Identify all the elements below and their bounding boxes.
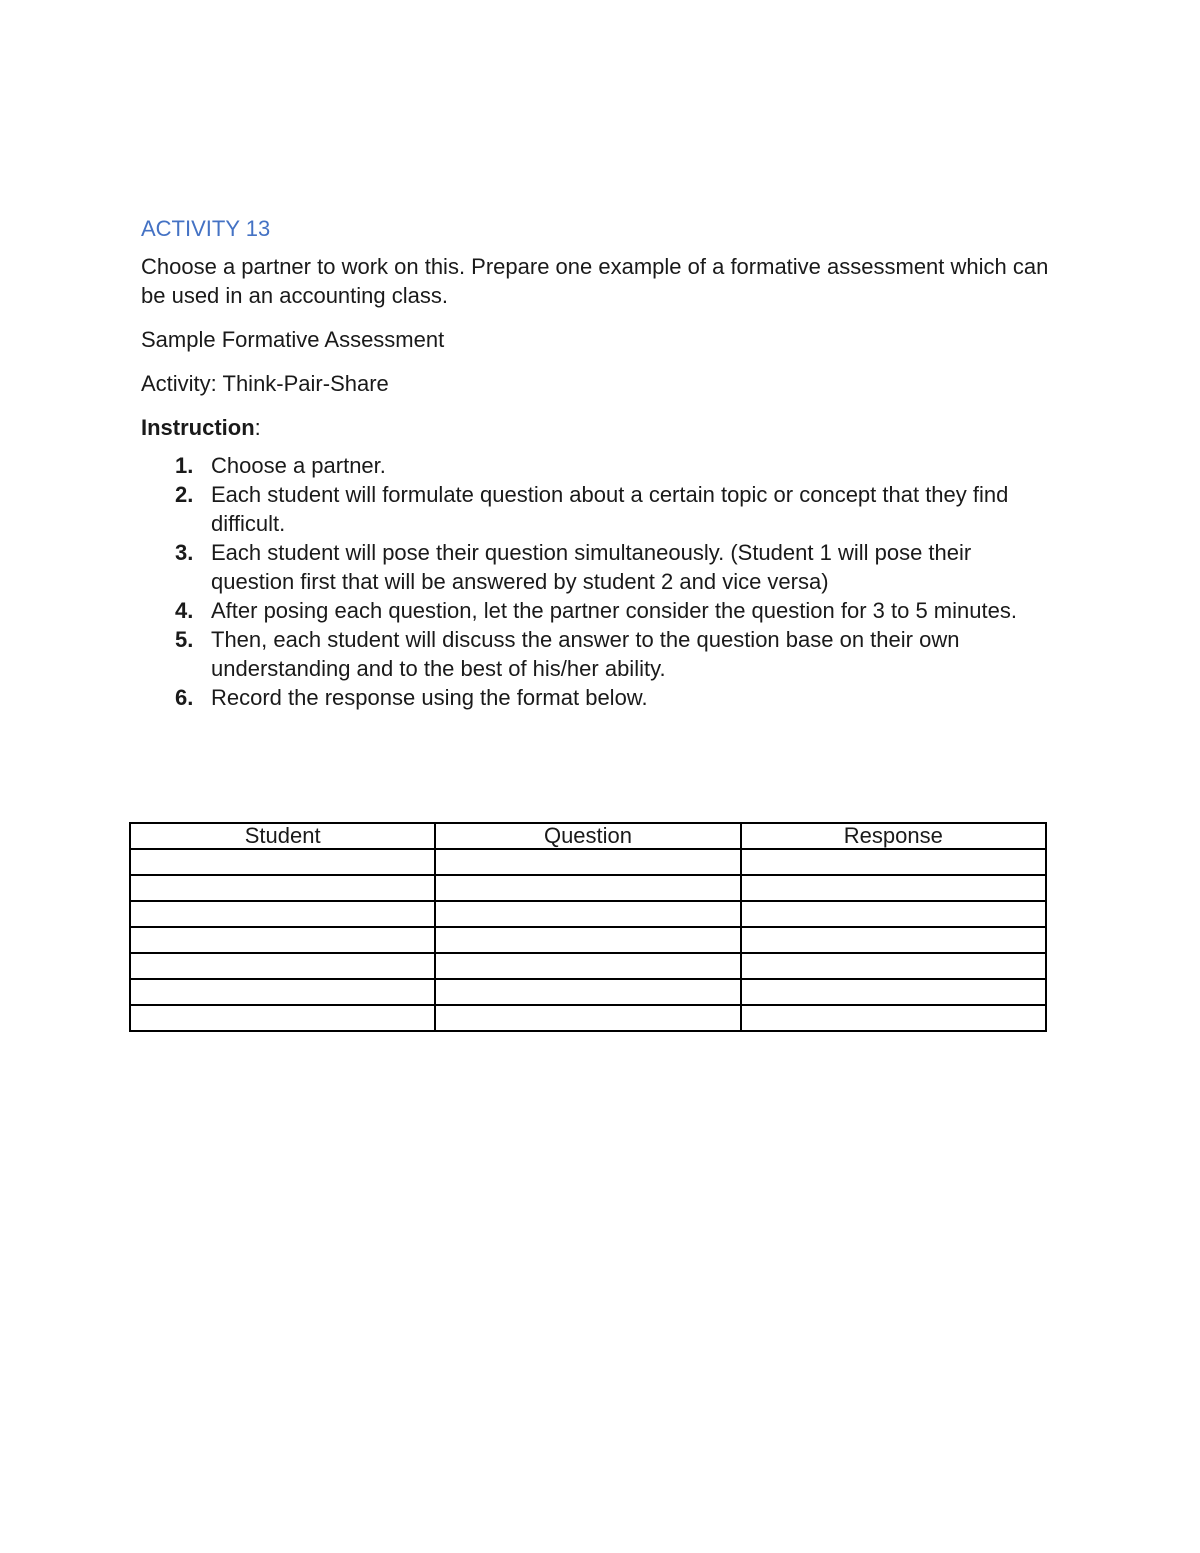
list-item [141,451,1051,480]
step-number: 5. [175,627,194,652]
instruction-steps [141,451,1051,712]
header-response: Response [741,823,1046,849]
response-table [129,822,1047,1032]
table-cell-empty[interactable] [435,1005,740,1031]
table-cell-empty[interactable] [435,875,740,901]
instruction-heading [141,413,1051,442]
table-cell-empty[interactable] [130,901,435,927]
table-cell-empty[interactable] [130,953,435,979]
step-number: 4. [175,598,194,623]
table-cell-empty[interactable] [741,875,1046,901]
table-row [130,1005,1046,1031]
table-row [130,849,1046,875]
list-item [141,596,1051,625]
table-cell-empty[interactable] [435,849,740,875]
table-row [130,979,1046,1005]
step-text: Choose a partner. [211,453,386,478]
table-cell-empty[interactable] [741,849,1046,875]
table-cell-empty[interactable] [435,901,740,927]
table-header-row [130,823,1046,849]
step-number: 3. [175,540,194,565]
step-text: After posing each question, let the partner consider the question for 3 to 5 minutes. [211,598,1017,623]
table-cell-empty[interactable] [741,979,1046,1005]
list-item [141,625,1051,683]
intro-paragraph: Choose a partner to work on this. Prepare one example of a formative assessment which can be used in an accounting class. [141,254,1049,308]
table-row [130,953,1046,979]
step-text: Each student will pose their question simultaneously. (Student 1 will pose their question first that will be answered by student 2 and vice versa) [211,540,972,594]
step-text: Record the response using the format below. [211,685,648,710]
table-cell-empty[interactable] [130,875,435,901]
table-cell-empty[interactable] [130,849,435,875]
header-student: Student [130,823,435,849]
list-item [141,480,1051,538]
table-cell-empty[interactable] [130,927,435,953]
table-row [130,875,1046,901]
step-number: 1. [175,453,194,478]
table-cell-empty[interactable] [130,1005,435,1031]
document-body [141,212,1051,712]
activity-line: Activity: Think-Pair-Share [141,371,389,396]
table-cell-empty[interactable] [741,901,1046,927]
step-number: 2. [175,482,194,507]
activity-heading: ACTIVITY 13 [141,216,271,241]
table-cell-empty[interactable] [435,927,740,953]
table-cell-empty[interactable] [741,953,1046,979]
instruction-label: Instruction [141,415,255,440]
step-number: 6. [175,685,194,710]
table-row [130,901,1046,927]
table-cell-empty[interactable] [130,979,435,1005]
step-text: Then, each student will discuss the answer to the question base on their own understanding and to the best of his/her ability. [211,627,960,681]
header-question: Question [435,823,740,849]
step-text: Each student will formulate question about a certain topic or concept that they find difficult. [211,482,1009,536]
table-cell-empty[interactable] [741,1005,1046,1031]
table-row [130,927,1046,953]
instruction-colon: : [254,415,261,440]
list-item [141,683,1051,712]
table-cell-empty[interactable] [435,979,740,1005]
list-item [141,538,1051,596]
table-cell-empty[interactable] [435,953,740,979]
table-cell-empty[interactable] [741,927,1046,953]
table-body [130,849,1046,1031]
sample-title: Sample Formative Assessment [141,327,445,352]
